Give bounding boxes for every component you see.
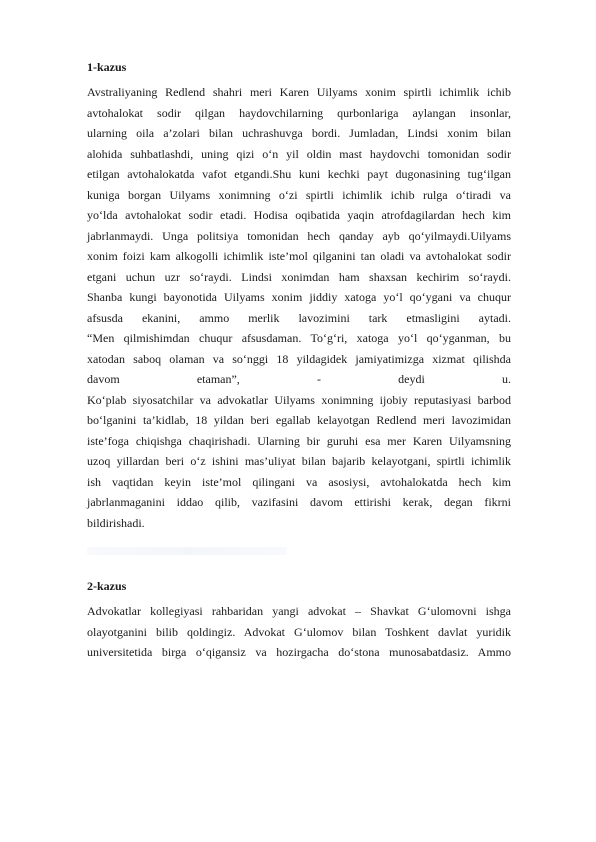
- case-1-line: jabrlanmaydi. Unga politsiya tomonidan hech qanday ayb qo‘yilmaydi.Uilyams: [87, 228, 511, 243]
- case-1-line: Avstraliyaning Redlend shahri meri Karen Uilyams xonim spirtli ichimlik ichib: [87, 85, 511, 99]
- case-2-line: universitetida birga o‘qigansiz va hozirgacha do‘stona munosabatdasiz. Ammo: [87, 645, 511, 659]
- case-1-line: iste’foga chiqishga chaqirishadi. Ularning bir guruhi esa mer Karen Uilyamsning: [87, 433, 511, 448]
- case-1-line: Ko‘plab siyosatchilar va advokatlar Uilyams xonimning ijobiy reputasiyasi barbod: [87, 392, 511, 407]
- case-1-line: davom etaman”, - deydi u.: [87, 372, 511, 386]
- case-2-body: [87, 601, 511, 663]
- case-1-line: yo‘lda avtohalokat sodir etadi. Hodisa oqibatida yaqin atrofdagilardan hech kim: [87, 208, 511, 222]
- case-1-line: “Men qilmishimdan chuqur afsusdaman. To‘g‘ri, xatoga yo‘l qo‘yganman, bu: [87, 331, 511, 345]
- case-1-line: Shanba kungi bayonotida Uilyams xonim jiddiy xatoga yo‘l qo‘ygani va chuqur: [87, 290, 511, 304]
- case-1-line: ularning oila a’zolari bilan uchrashuvga bordi. Jumladan, Lindsi xonim bilan: [87, 126, 511, 140]
- case-1-line: bo‘lganini ta’kidlab, 18 yildan beri egallab kelayotgan Redlend meri lavozimidan: [87, 413, 511, 427]
- case-1-line: kuniga borgan Uilyams xonimning o‘zi spirtli ichimlik ichib rulga o‘tiradi va: [87, 187, 511, 202]
- case-1-heading: 1-kazus: [87, 60, 127, 74]
- case-1-line: afsusda ekanini, ammo merlik lavozimini tark etmasligini aytadi.: [87, 310, 511, 325]
- case-1-body: [87, 82, 511, 533]
- document-content: [87, 58, 511, 663]
- case-1-line: xonim foizi kam alkogolli ichimlik iste’mol qilganini tan oladi va avtohalokat sodir: [87, 249, 511, 263]
- faint-divider: [87, 547, 287, 555]
- case-2-heading: 2-kazus: [87, 579, 127, 593]
- case-1-line: uzoq yillardan beri o‘z ishini mas’uliyat bilan bajarib kelayotgani, spirtli ichimlik: [87, 454, 511, 468]
- case-1-line: etilgan avtohalokatda vafot etgandi.Shu kuni kechki payt dugonasining tug‘ilgan: [87, 167, 511, 181]
- case-2-line: Advokatlar kollegiyasi rahbaridan yangi advokat – Shavkat G‘ulomovni ishga: [87, 604, 511, 618]
- case-1-line: alohida suhbatlashdi, uning qizi o‘n yil oldin mast haydovchi tomonidan sodir: [87, 146, 511, 161]
- case-1-line: bildirishadi.: [87, 515, 145, 530]
- case-1-line: avtohalokat sodir qilgan haydovchilarning qurbonlariga aylangan insonlar,: [87, 105, 511, 120]
- case-1-line: jabrlanmaganini iddao qilib, vazifasini davom ettirishi kerak, degan fikrni: [87, 495, 511, 509]
- case-1-line: xatodan saboq olaman va so‘nggi 18 yildagidek jamiyatimizga xizmat qilishda: [87, 351, 511, 366]
- case-2-line: olayotganini bilib qoldingiz. Advokat G‘ulomov bilan Toshkent davlat yuridik: [87, 624, 511, 639]
- case-1-line: ish vaqtidan keyin iste’mol qilingani va asosiysi, avtohalokatda hech kim: [87, 474, 511, 489]
- case-1-line: etgani uchun uzr so‘raydi. Lindsi xonimdan ham shaxsan kechirim so‘raydi.: [87, 269, 511, 284]
